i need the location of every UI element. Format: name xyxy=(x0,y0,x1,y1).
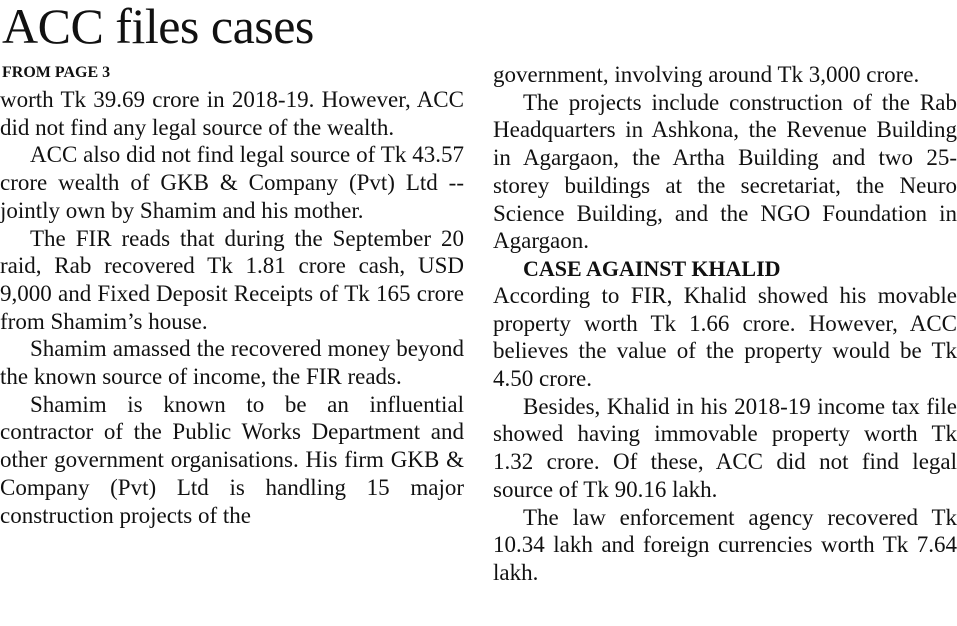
paragraph: The projects include construction of the Rab Headquarters in Ashkona, the Revenue Building in Agargaon, the Artha Building and two 25-storey buildings at the secretariat, the Neuro Science Building, and the NGO Foundation in Agargaon. xyxy=(493,89,957,254)
subheading: CASE AGAINST KHALID xyxy=(523,255,781,281)
paragraph: worth Tk 39.69 crore in 2018-19. However, ACC did not find any legal source of the wealth. xyxy=(0,87,464,140)
paragraph: government, involving around Tk 3,000 crore. xyxy=(493,62,920,87)
continuation-label: FROM PAGE 3 xyxy=(2,64,111,81)
paragraph: Besides, Khalid in his 2018-19 income tax file showed having immovable property worth Tk 1.32 crore. Of these, ACC did not find legal source of Tk 90.16 lakh. xyxy=(493,393,957,502)
paragraph: According to FIR, Khalid showed his movable property worth Tk 1.66 crore. However, ACC believes the value of the property would be Tk 4.50 crore. xyxy=(493,282,957,392)
paragraph: The law enforcement agency recovered Tk 10.34 lakh and foreign currencies worth Tk 7.64 lakh. xyxy=(493,504,957,585)
headline: ACC files cases xyxy=(2,0,314,54)
paragraph: Shamim amassed the recovered money beyond the known source of income, the FIR reads. xyxy=(0,336,464,390)
right-column xyxy=(493,61,957,587)
paragraph: ACC also did not find legal source of Tk 43.57 crore wealth of GKB & Company (Pvt) Ltd -- jointly own by Shamim and his mother. xyxy=(0,142,464,223)
left-column xyxy=(0,86,464,529)
paragraph: Shamim is known to be an influential contractor of the Public Works Department and other government organisations. His firm GKB & Company (Pvt) Ltd is handling 15 major construction projects of the xyxy=(0,391,464,528)
paragraph: The FIR reads that during the September 20 raid, Rab recovered Tk 1.81 crore cash, USD 9,000 and Fixed Deposit Receipts of Tk 165 crore from Shamim’s house. xyxy=(0,225,464,334)
